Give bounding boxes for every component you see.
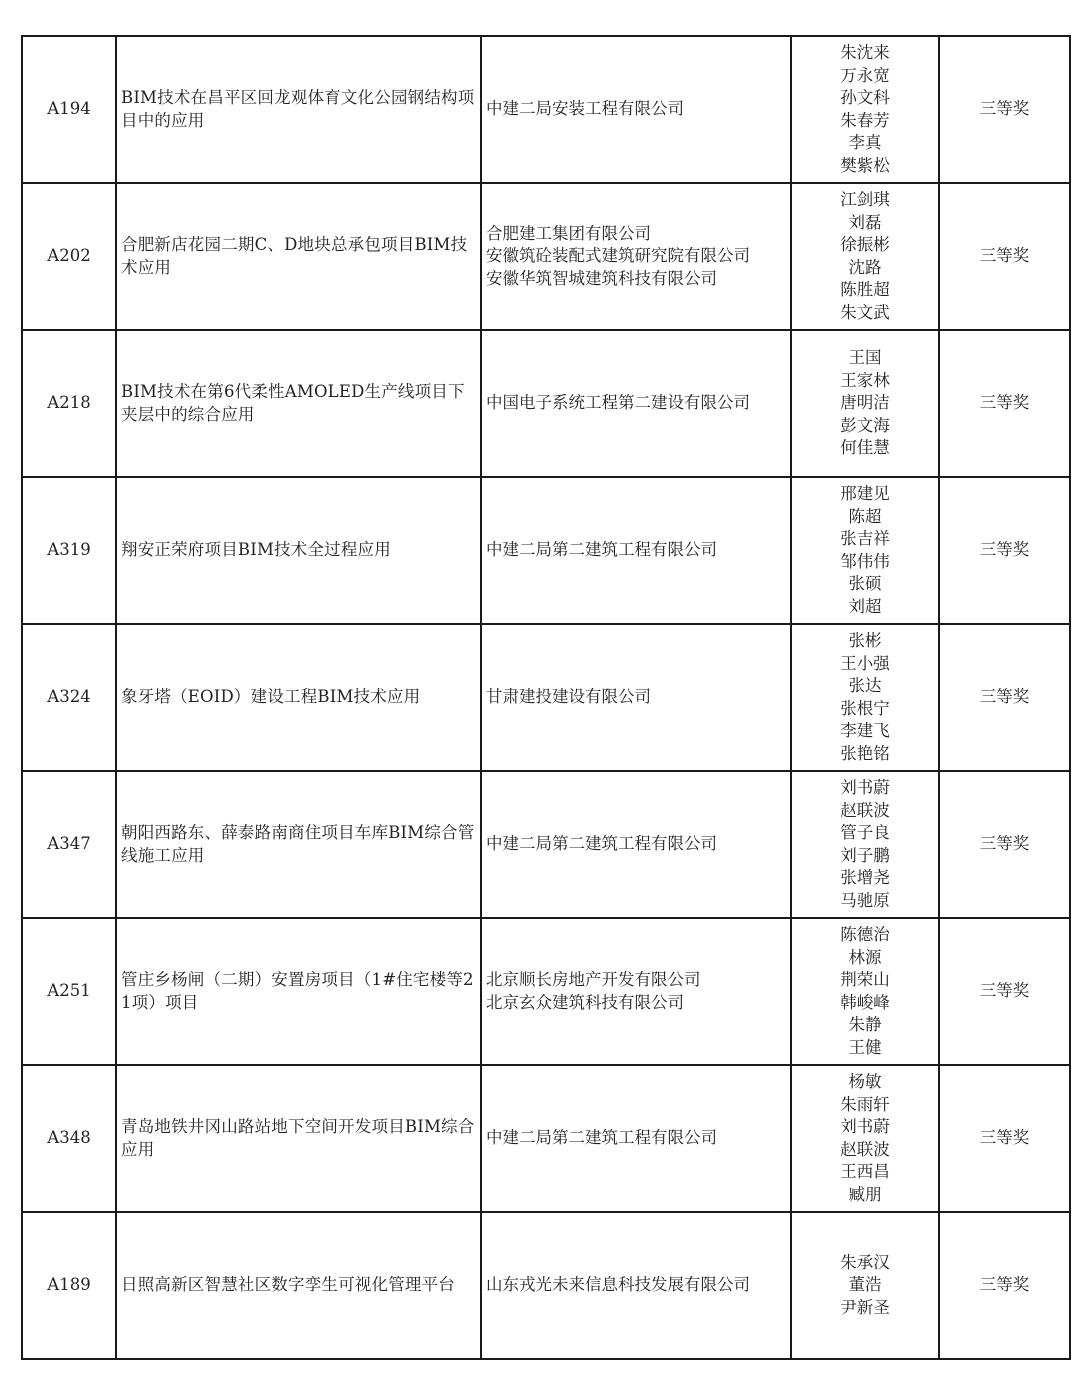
organization-cell bbox=[481, 36, 791, 183]
member-name: 李真 bbox=[848, 133, 882, 152]
member-name: 刘磊 bbox=[848, 212, 882, 232]
project-title-cell bbox=[116, 1065, 481, 1212]
member-name: 王国 bbox=[848, 348, 882, 368]
member-name: 刘书蔚 bbox=[840, 778, 890, 797]
member-name: 张彬 bbox=[848, 631, 882, 650]
organization-name: 中国电子系统工程第二建设有限公司 bbox=[486, 393, 750, 413]
member-name: 朱春芳 bbox=[840, 110, 890, 130]
member-name: 赵联波 bbox=[840, 800, 890, 820]
award-level: 三等奖 bbox=[939, 624, 1070, 771]
table-row bbox=[22, 1065, 1070, 1212]
organization-cell bbox=[481, 771, 791, 918]
member-name: 荆荣山 bbox=[840, 970, 890, 989]
organization-cell bbox=[481, 918, 791, 1065]
member-name: 孙文科 bbox=[840, 88, 890, 107]
award-level: 三等奖 bbox=[939, 183, 1070, 330]
members-cell bbox=[791, 1212, 939, 1359]
member-name: 朱雨轩 bbox=[840, 1094, 890, 1114]
member-name: 何佳慧 bbox=[840, 438, 890, 458]
members-cell bbox=[791, 330, 939, 477]
member-name: 林源 bbox=[848, 947, 882, 967]
project-id: A218 bbox=[22, 330, 116, 477]
member-name: 张根宁 bbox=[840, 698, 890, 718]
table-row bbox=[22, 918, 1070, 1065]
project-title: 朝阳西路东、薛泰路南商住项目车库BIM综合管线施工应用 bbox=[121, 823, 475, 865]
member-name: 万永宽 bbox=[840, 65, 890, 85]
member-name: 刘子鹏 bbox=[840, 845, 890, 865]
organization-cell bbox=[481, 330, 791, 477]
project-title: BIM技术在第6代柔性AMOLED生产线项目下夹层中的综合应用 bbox=[121, 382, 465, 424]
organization-name: 合肥建工集团有限公司 bbox=[486, 223, 651, 243]
member-name: 樊紫松 bbox=[840, 155, 890, 175]
table-body bbox=[22, 36, 1070, 1359]
member-name: 陈德治 bbox=[840, 925, 890, 944]
project-title: 合肥新店花园二期C、D地块总承包项目BIM技术应用 bbox=[121, 235, 468, 277]
member-name: 董浩 bbox=[848, 1275, 882, 1295]
member-name: 唐明洁 bbox=[840, 393, 890, 413]
award-level: 三等奖 bbox=[939, 1065, 1070, 1212]
members-cell bbox=[791, 918, 939, 1065]
member-name: 臧朋 bbox=[848, 1184, 882, 1204]
member-name: 朱沈来 bbox=[840, 43, 890, 62]
member-name: 张达 bbox=[848, 676, 882, 695]
project-title-cell bbox=[116, 918, 481, 1065]
organization-name: 甘肃建投建设有限公司 bbox=[486, 687, 651, 707]
project-title-cell bbox=[116, 330, 481, 477]
project-id: A202 bbox=[22, 183, 116, 330]
award-table bbox=[21, 35, 1071, 1360]
member-name: 朱承汉 bbox=[840, 1252, 890, 1272]
members-cell bbox=[791, 1065, 939, 1212]
member-name: 张艳铭 bbox=[840, 743, 890, 763]
project-id: A194 bbox=[22, 36, 116, 183]
member-name: 王健 bbox=[848, 1037, 882, 1057]
organization-name: 北京顺长房地产开发有限公司 bbox=[486, 970, 701, 989]
project-title: 日照高新区智慧社区数字孪生可视化管理平台 bbox=[121, 1275, 455, 1295]
project-title-cell bbox=[116, 1212, 481, 1359]
project-title-cell bbox=[116, 477, 481, 624]
organization-cell bbox=[481, 1212, 791, 1359]
organization-name: 山东戎光未来信息科技发展有限公司 bbox=[486, 1275, 750, 1295]
project-title: 管庄乡杨闸（二期）安置房项目（1#住宅楼等21项）项目 bbox=[121, 970, 474, 1012]
organization-name: 北京玄众建筑科技有限公司 bbox=[486, 992, 684, 1012]
member-name: 张吉祥 bbox=[840, 529, 890, 548]
organization-name: 中建二局第二建筑工程有限公司 bbox=[486, 540, 717, 560]
project-id: A319 bbox=[22, 477, 116, 624]
award-level: 三等奖 bbox=[939, 918, 1070, 1065]
organization-cell bbox=[481, 183, 791, 330]
member-name: 沈路 bbox=[848, 257, 882, 277]
members-cell bbox=[791, 624, 939, 771]
member-name: 朱静 bbox=[848, 1015, 882, 1034]
project-id: A348 bbox=[22, 1065, 116, 1212]
table-row bbox=[22, 624, 1070, 771]
table-row bbox=[22, 477, 1070, 624]
member-name: 韩峻峰 bbox=[840, 992, 890, 1012]
project-title-cell bbox=[116, 771, 481, 918]
table-row bbox=[22, 36, 1070, 183]
organization-name: 安徽华筑智城建筑科技有限公司 bbox=[486, 268, 717, 288]
project-id: A347 bbox=[22, 771, 116, 918]
table-row bbox=[22, 771, 1070, 918]
member-name: 李建飞 bbox=[840, 721, 890, 740]
member-name: 陈胜超 bbox=[840, 280, 890, 299]
project-title-cell bbox=[116, 36, 481, 183]
project-title-cell bbox=[116, 624, 481, 771]
project-title: 象牙塔（EOID）建设工程BIM技术应用 bbox=[121, 687, 421, 707]
member-name: 彭文海 bbox=[840, 415, 890, 435]
award-level: 三等奖 bbox=[939, 771, 1070, 918]
members-cell bbox=[791, 36, 939, 183]
project-title: 青岛地铁井冈山路站地下空间开发项目BIM综合应用 bbox=[121, 1117, 475, 1159]
member-name: 刘书蔚 bbox=[840, 1117, 890, 1136]
award-level: 三等奖 bbox=[939, 36, 1070, 183]
organization-cell bbox=[481, 624, 791, 771]
project-id: A324 bbox=[22, 624, 116, 771]
member-name: 邢建见 bbox=[840, 484, 890, 503]
table-row bbox=[22, 183, 1070, 330]
member-name: 赵联波 bbox=[840, 1139, 890, 1159]
member-name: 尹新圣 bbox=[840, 1297, 890, 1317]
member-name: 邹伟伟 bbox=[840, 551, 890, 571]
member-name: 王家林 bbox=[840, 370, 890, 390]
organization-name: 中建二局第二建筑工程有限公司 bbox=[486, 834, 717, 854]
project-title: 翔安正荣府项目BIM技术全过程应用 bbox=[121, 540, 391, 560]
members-cell bbox=[791, 771, 939, 918]
member-name: 管子良 bbox=[840, 823, 890, 842]
members-cell bbox=[791, 183, 939, 330]
organization-name: 中建二局安装工程有限公司 bbox=[486, 99, 684, 119]
member-name: 张硕 bbox=[848, 574, 882, 593]
organization-cell bbox=[481, 477, 791, 624]
members-cell bbox=[791, 477, 939, 624]
member-name: 王小强 bbox=[840, 653, 890, 673]
organization-cell bbox=[481, 1065, 791, 1212]
organization-name: 中建二局第二建筑工程有限公司 bbox=[486, 1128, 717, 1148]
member-name: 朱文武 bbox=[840, 302, 890, 322]
organization-name: 安徽筑砼装配式建筑研究院有限公司 bbox=[486, 246, 750, 266]
member-name: 马驰原 bbox=[840, 890, 890, 910]
table-row bbox=[22, 1212, 1070, 1359]
award-level: 三等奖 bbox=[939, 477, 1070, 624]
member-name: 陈超 bbox=[848, 506, 882, 526]
table-row bbox=[22, 330, 1070, 477]
award-level: 三等奖 bbox=[939, 1212, 1070, 1359]
member-name: 杨敏 bbox=[848, 1072, 882, 1091]
member-name: 徐振彬 bbox=[840, 235, 890, 254]
member-name: 张增尧 bbox=[840, 868, 890, 887]
project-id: A251 bbox=[22, 918, 116, 1065]
member-name: 王西昌 bbox=[840, 1162, 890, 1181]
project-id: A189 bbox=[22, 1212, 116, 1359]
member-name: 江剑琪 bbox=[840, 190, 890, 209]
project-title: BIM技术在昌平区回龙观体育文化公园钢结构项目中的应用 bbox=[121, 88, 475, 130]
project-title-cell bbox=[116, 183, 481, 330]
award-level: 三等奖 bbox=[939, 330, 1070, 477]
member-name: 刘超 bbox=[848, 596, 882, 616]
